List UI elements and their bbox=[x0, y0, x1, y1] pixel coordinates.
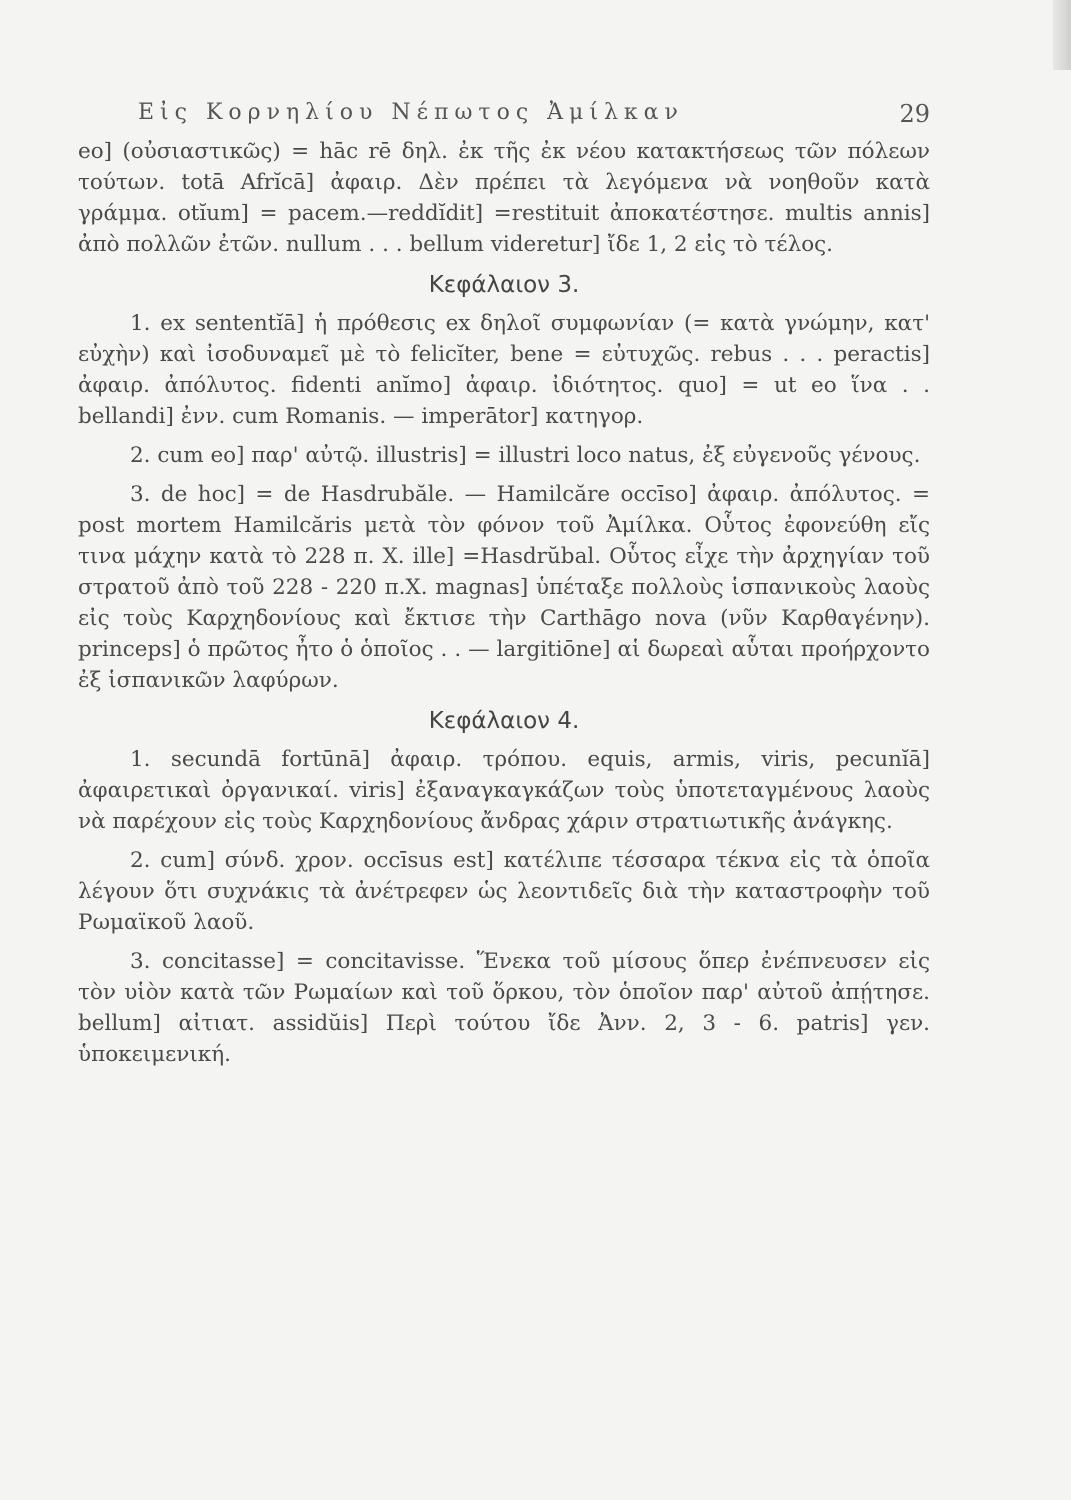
paragraph: 3. concitasse] = concitavisse. Ἕνεκα τοῦ μίσους ὅπερ ἐνέπνευσεν εἰς τὸν υἱὸν κατὰ τῶν Ρωμαίων καὶ τοῦ ὅρκου, τὸν ὁποῖον παρ' αὐτοῦ ἀπῄτησε. bellum] αἰτιατ. assidŭis] Περὶ τούτου ἴδε Ἀνν. 2, 3 - 6. patris] γεν. ὑποκειμενική. bbox=[78, 949, 930, 1067]
paragraph: 3. de hoc] = de Hasdrubăle. — Hamilcăre occīso] ἀφαιρ. ἀπόλυτος. = post mortem Hamilcăris μετὰ τὸν φόνον τοῦ Ἀμίλκα. Οὗτος ἐφονεύθη εἴς τινα μάχην κατὰ τὸ 228 π. Χ. ille] =Hasdrŭbal. Οὗτος εἶχε τὴν ἀρχηγίαν τοῦ στρατοῦ ἀπὸ τοῦ 228 - 220 π.Χ. magnas] ὑπέταξε πολλοὺς ἱσπανικοὺς λαοὺς εἰς τοὺς Καρχηδονίους καὶ ἔκτισε τὴν Carthāgo nova (νῦν Καρθαγένην). princeps] ὁ πρῶτος ἦτο ὁ ὁποῖος . . — largitiōne] αἱ δωρεαὶ αὗται προήρχοντο ἐξ ἱσπανικῶν λαφύρων. bbox=[78, 482, 930, 693]
page-edge-shadow bbox=[1053, 0, 1071, 70]
paragraph: eo] (οὐσιαστικῶς) = hāc rē δηλ. ἐκ τῆς ἐκ νέου κατακτήσεως τῶν πόλεων τούτων. totā Afrĭcā] ἀφαιρ. Δὲν πρέπει τὰ λεγόμενα νὰ νοηθοῦν κατὰ γράμμα. otĭum] = pacem.—reddĭdit] =restituit ἀποκατέστησε. multis annis] ἀπὸ πολλῶν ἐτῶν. nullum . . . bellum videretur] ἴδε 1, 2 εἰς τὸ τέλος. bbox=[78, 139, 930, 257]
book-page bbox=[78, 92, 930, 1070]
running-title: Εἰς Κορνηλίου Νέπωτος Ἀμίλκαν bbox=[138, 100, 684, 125]
page-number: 29 bbox=[899, 100, 930, 128]
paragraph: 2. cum eo] παρ' αὐτῷ. illustris] = illustri loco natus, ἐξ εὐγενοῦς γένους. bbox=[130, 443, 921, 468]
running-header bbox=[78, 92, 930, 136]
paragraph: 1. secundā fortūnā] ἀφαιρ. τρόπου. equis, armis, viris, pecunĭā] ἀφαιρετικαὶ ὀργανικαί. viris] ἐξαναγκαγκάζων τοὺς ὑποτεταγμένους λαοὺς νὰ παρέχουν εἰς τοὺς Καρχηδονίους ἄνδρας χάριν στρατιωτικῆς ἀνάγκης. bbox=[78, 747, 930, 834]
chapter-heading: Κεφάλαιον 4. bbox=[428, 708, 580, 734]
chapter-heading: Κεφάλαιον 3. bbox=[428, 272, 580, 298]
paragraph: 2. cum] σύνδ. χρον. occīsus est] κατέλιπε τέσσαρα τέκνα εἰς τὰ ὁποῖα λέγουν ὅτι συχνάκις τὰ ἀνέτρεφεν ὡς λεοντιδεῖς διὰ τὴν καταστροφὴν τοῦ Ρωμαϊκοῦ λαοῦ. bbox=[78, 848, 930, 935]
paragraph: 1. ex sententĭā] ἡ πρόθεσις ex δηλοῖ συμφωνίαν (= κατὰ γνώμην, κατ' εὐχὴν) καὶ ἰσοδυναμεῖ μὲ τὸ felicĭter, bene = εὐτυχῶς. rebus . . . peractis] ἀφαιρ. ἀπόλυτος. fidenti anĭmo] ἀφαιρ. ἰδιότητος. quo] = ut eo ἵνα . . bellandi] ἐνν. cum Romanis. — imperātor] κατηγορ. bbox=[78, 311, 930, 429]
